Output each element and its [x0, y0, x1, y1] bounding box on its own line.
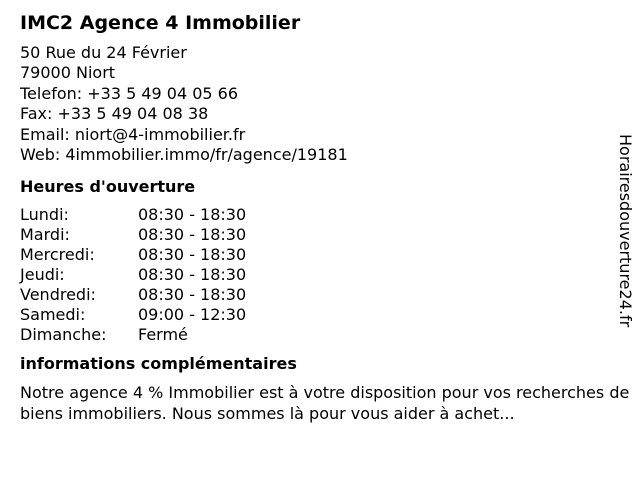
hours-row-thursday: [20, 265, 620, 285]
hours-day: Lundi:: [20, 205, 69, 225]
hours-day: Mercredi:: [20, 245, 95, 265]
hours-time: 08:30 - 18:30: [138, 285, 247, 305]
address-line-1: 50 Rue du 24 Février: [20, 43, 187, 62]
email-line: Email: niort@4-immobilier.fr: [20, 124, 246, 144]
hours-row-tuesday: [20, 225, 620, 245]
hours-day: Jeudi:: [20, 265, 65, 285]
hours-day: Vendredi:: [20, 285, 96, 305]
additional-info-text: Notre agence 4 % Immobilier est à votre disposition pour vos recherches de biens immobiliers. Nous sommes là pour vous aider à achet...: [20, 383, 630, 424]
address-line-2: 79000 Niort: [20, 63, 116, 83]
hours-time: 08:30 - 18:30: [138, 225, 247, 245]
hours-time: Fermé: [138, 325, 188, 345]
hours-day: Dimanche:: [20, 325, 107, 345]
hours-row-sunday: [20, 325, 620, 345]
web-line: Web: 4immobilier.immo/fr/agence/19181: [20, 145, 348, 165]
opening-hours-list: [20, 205, 620, 345]
hours-time: 08:30 - 18:30: [138, 265, 247, 285]
hours-time: 08:30 - 18:30: [138, 245, 247, 265]
hours-day: Samedi:: [20, 305, 86, 325]
hours-time: 09:00 - 12:30: [138, 305, 247, 325]
phone-line: Telefon: +33 5 49 04 05 66: [20, 83, 239, 103]
opening-hours-title: Heures d'ouverture: [20, 177, 196, 197]
hours-day: Mardi:: [20, 225, 70, 245]
additional-info-title: informations complémentaires: [20, 354, 297, 374]
site-watermark: [613, 134, 637, 374]
watermark-text: Horairesdouverture24.fr: [616, 134, 635, 328]
hours-time: 08:30 - 18:30: [138, 205, 247, 225]
agency-name: IMC2 Agence 4 Immobilier: [20, 12, 301, 34]
hours-row-monday: [20, 205, 620, 225]
fax-line: Fax: +33 5 49 04 08 38: [20, 104, 209, 124]
hours-row-saturday: [20, 305, 620, 325]
hours-row-friday: [20, 285, 620, 305]
hours-row-wednesday: [20, 245, 620, 265]
